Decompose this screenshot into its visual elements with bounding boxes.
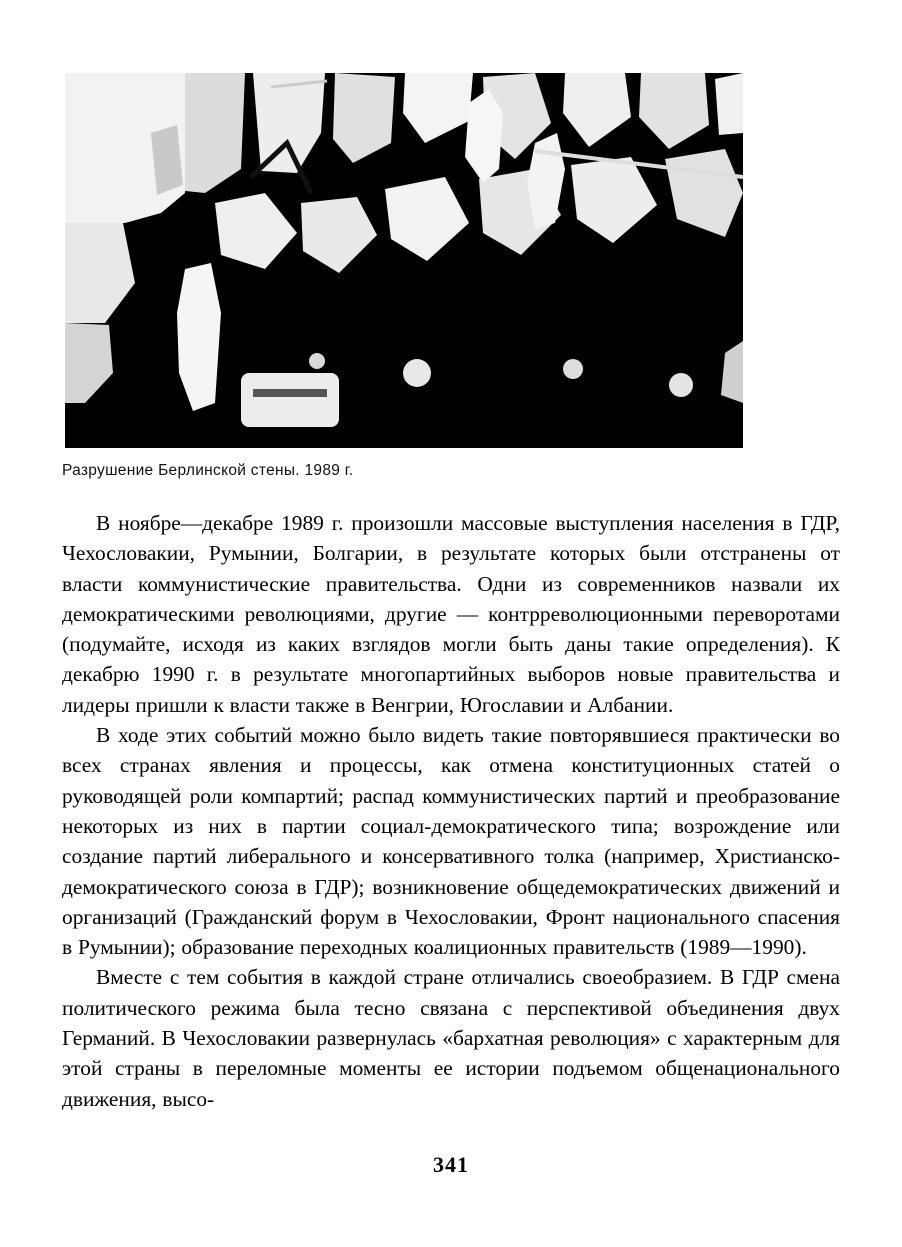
paragraph-3: Вместе с тем события в каждой стране отличались своеобразием. В ГДР смена политического режима была тесно связана с перспективой объединения двух Германий. В Чехословакии развернулась «бархатная революция» с характерным для этой страны в переломные моменты ее истории подъемом общенационального движения, высо- <box>62 965 840 1111</box>
paragraph-2: В ходе этих событий можно было видеть такие повторявшиеся практически во всех странах явления и процессы, как отмена конституционных статей о руководящей роли компартий; распад коммунистических партий и преобразование некоторых из них в партии социал-демократического типа; возрождение или создание партий либерального и консервативного толка (например, Христианско-демократического союза в ГДР); возникновение общедемократических движений и организаций (Гражданский форум в Чехословакии, Фронт национального спасения в Румынии); образование переходных коалиционных правительств (1989—1990). <box>62 723 840 960</box>
berlin-wall-demolition-photo <box>65 73 743 448</box>
page-number: 341 <box>433 1152 469 1177</box>
figure-caption: Разрушение Берлинской стены. 1989 г. <box>62 462 354 479</box>
paragraph-1: В ноябре—декабре 1989 г. произошли массовые выступления населения в ГДР, Чехословакии, Румынии, Болгарии, в результате которых были отстранены от власти коммунистические правительства. Одни из современников назвали их демократическими революциями, другие — контрреволюционными переворотами (подумайте, исходя из каких взглядов могли быть даны такие определения). К декабрю 1990 г. в результате многопартийных выборов новые правительства и лидеры пришли к власти также в Венгрии, Югославии и Албании. <box>62 511 840 717</box>
body-text <box>62 508 840 1114</box>
